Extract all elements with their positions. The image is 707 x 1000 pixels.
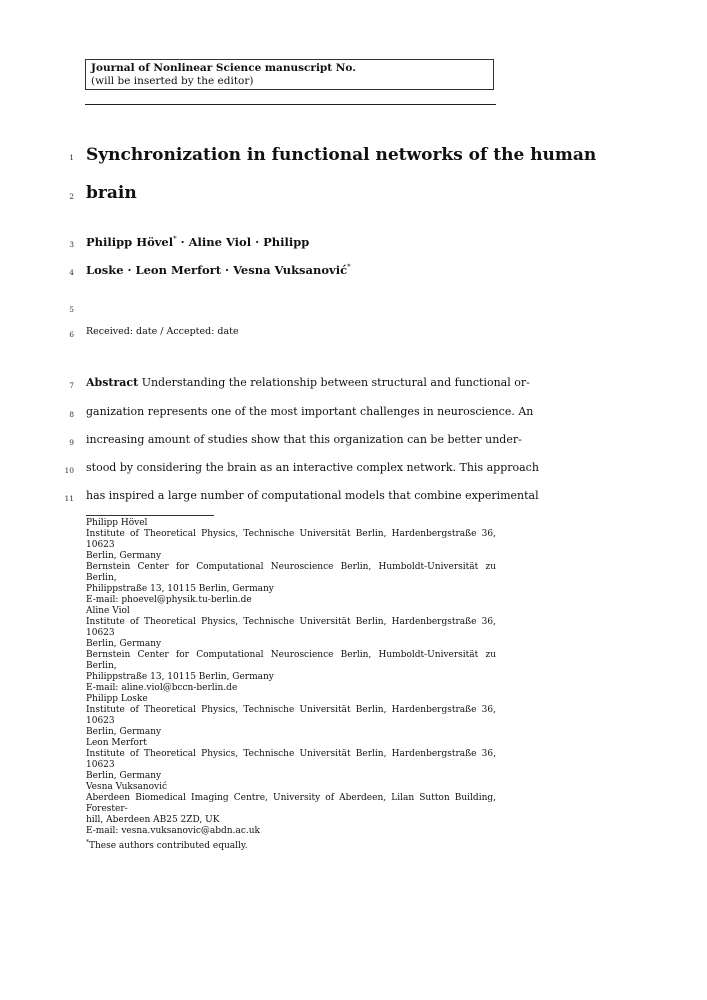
line-number: 2 — [69, 192, 74, 201]
affiliation-line: Philipp Loske — [86, 694, 148, 704]
affiliation-line: Berlin, Germany — [86, 551, 162, 561]
abstract-line-4: stood by considering the brain as an interactive complex network. This approach — [86, 461, 539, 474]
affiliation-line: Institute of Theoretical Physics, Technische Universität Berlin, Hardenbergstraße 36, 10623 — [86, 705, 496, 726]
abstract-line-5: has inspired a large number of computational models that combine experimental — [86, 489, 539, 502]
line-number: 4 — [69, 268, 74, 277]
affiliation-line: Aberdeen Biomedical Imaging Centre, University of Aberdeen, Lilan Sutton Building, Forester- — [86, 793, 496, 814]
author-line-2 — [86, 263, 351, 277]
affiliation-line: hill, Aberdeen AB25 2ZD, UK — [86, 815, 220, 825]
affiliation-line: Philippstraße 13, 10115 Berlin, Germany — [86, 584, 274, 594]
affiliation-line: Bernstein Center for Computational Neuroscience Berlin, Humboldt-Universität zu Berlin, — [86, 650, 496, 671]
affiliation-line: Vesna Vuksanović — [86, 782, 168, 792]
line-number: 1 — [69, 153, 74, 162]
paper-title-line-1: Synchronization in functional networks of the human — [86, 145, 597, 165]
equal-contribution-mark: * — [173, 235, 177, 244]
paper-title-line-2: brain — [86, 183, 137, 203]
line-number: 5 — [69, 305, 74, 314]
line-number: 7 — [69, 381, 74, 390]
affiliation-line: Institute of Theoretical Physics, Technische Universität Berlin, Hardenbergstraße 36, 10623 — [86, 617, 496, 638]
line-number: 9 — [69, 438, 74, 447]
email-line: E-mail: phoevel@physik.tu-berlin.de — [86, 595, 252, 605]
email-line: E-mail: aline.viol@bccn-berlin.de — [86, 683, 238, 693]
email-line: E-mail: vesna.vuksanovic@abdn.ac.uk — [86, 826, 260, 836]
affiliation-line: Leon Merfort — [86, 738, 147, 748]
journal-info-box — [85, 59, 494, 90]
affiliation-line: Philipp Hövel — [86, 518, 148, 528]
author-line-1 — [86, 235, 309, 249]
line-number: 10 — [64, 466, 74, 475]
affiliation-line: Institute of Theoretical Physics, Technische Universität Berlin, Hardenbergstraße 36, 10623 — [86, 529, 496, 550]
author-name: Philipp Hövel — [86, 235, 174, 249]
abstract-line-1 — [86, 376, 530, 389]
abstract-line-2: ganization represents one of the most important challenges in neuroscience. An — [86, 405, 534, 418]
line-number: 6 — [69, 330, 74, 339]
affiliation-line: Berlin, Germany — [86, 639, 162, 649]
line-number: 3 — [69, 240, 74, 249]
affiliation-line: Philippstraße 13, 10115 Berlin, Germany — [86, 672, 274, 682]
equal-contribution-mark: * — [347, 263, 351, 272]
affiliations-block — [86, 518, 496, 852]
received-accepted-dates: Received: date / Accepted: date — [86, 326, 239, 337]
line-number: 11 — [64, 494, 74, 503]
footnote-text: These authors contributed equally. — [89, 841, 248, 851]
affiliation-line: Institute of Theoretical Physics, Technische Universität Berlin, Hardenbergstraße 36, 10623 — [86, 749, 496, 770]
abstract-heading: Abstract — [86, 376, 139, 389]
affiliation-line: Berlin, Germany — [86, 727, 162, 737]
affiliation-line: Bernstein Center for Computational Neuroscience Berlin, Humboldt-Universität zu Berlin, — [86, 562, 496, 583]
author-names: · Aline Viol · Philipp — [176, 235, 310, 249]
footnote-mark: * — [86, 839, 89, 846]
author-names: Loske · Leon Merfort · Vesna Vuksanović — [86, 263, 348, 277]
header-rule — [85, 104, 496, 105]
abstract-line-3: increasing amount of studies show that this organization can be better under- — [86, 433, 522, 446]
footnote — [86, 837, 496, 852]
journal-title: Journal of Nonlinear Science manuscript No. — [91, 62, 356, 74]
footnote-rule — [86, 515, 214, 516]
affiliation-line: Berlin, Germany — [86, 771, 162, 781]
abstract-text: Understanding the relationship between structural and functional or- — [141, 376, 530, 389]
journal-note: (will be inserted by the editor) — [91, 75, 254, 87]
line-number: 8 — [69, 410, 74, 419]
affiliation-line: Aline Viol — [86, 606, 130, 616]
